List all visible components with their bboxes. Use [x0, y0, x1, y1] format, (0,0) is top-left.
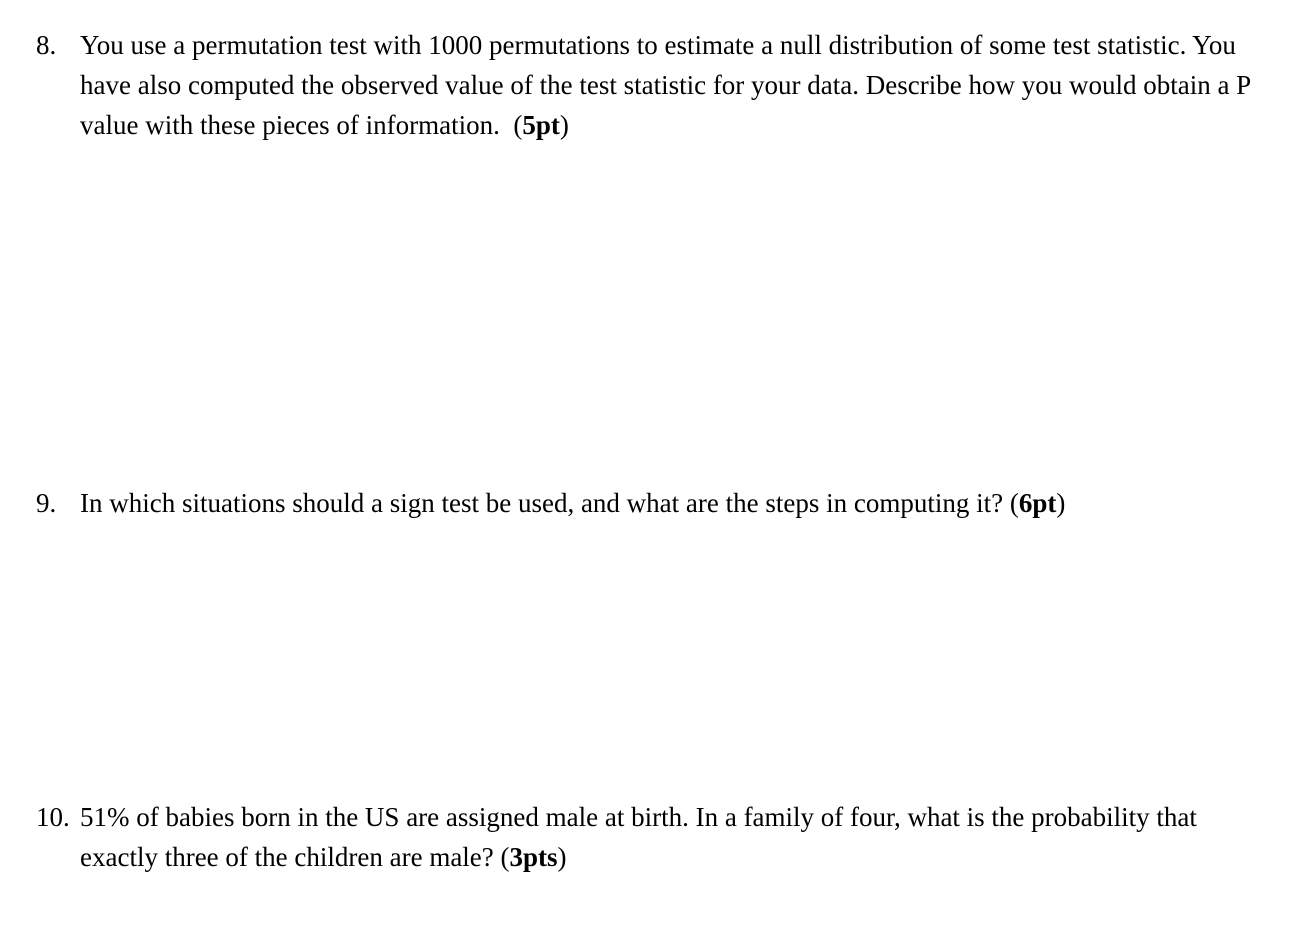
question-text [80, 25, 1256, 145]
question-8 [36, 25, 1256, 145]
question-body: You use a permutation test with 1000 permutations to estimate a null distribution of some test statistic. You have also computed the observed value of the test statistic for your data. Describe how you would obtain a P value with these pieces of information. [80, 30, 1251, 140]
question-points: (3pts) [500, 842, 567, 872]
question-text [80, 797, 1256, 877]
question-text [80, 483, 1256, 523]
question-body: In which situations should a sign test be used, and what are the steps in computing it? [80, 488, 1004, 518]
points-value: 6pt [1018, 488, 1057, 518]
question-number: 8. [36, 30, 57, 60]
question-10 [36, 797, 1256, 877]
points-value: 3pts [509, 842, 558, 872]
question-number: 9. [36, 488, 57, 518]
question-number: 10. [36, 802, 70, 832]
question-9 [36, 483, 1256, 523]
question-points: (6pt) [1009, 488, 1066, 518]
question-body: 51% of babies born in the US are assigned male at birth. In a family of four, what is the probability that exactly three of the children are male? [80, 802, 1197, 872]
points-value: 5pt [522, 110, 560, 140]
question-points: (5pt) [506, 110, 569, 140]
